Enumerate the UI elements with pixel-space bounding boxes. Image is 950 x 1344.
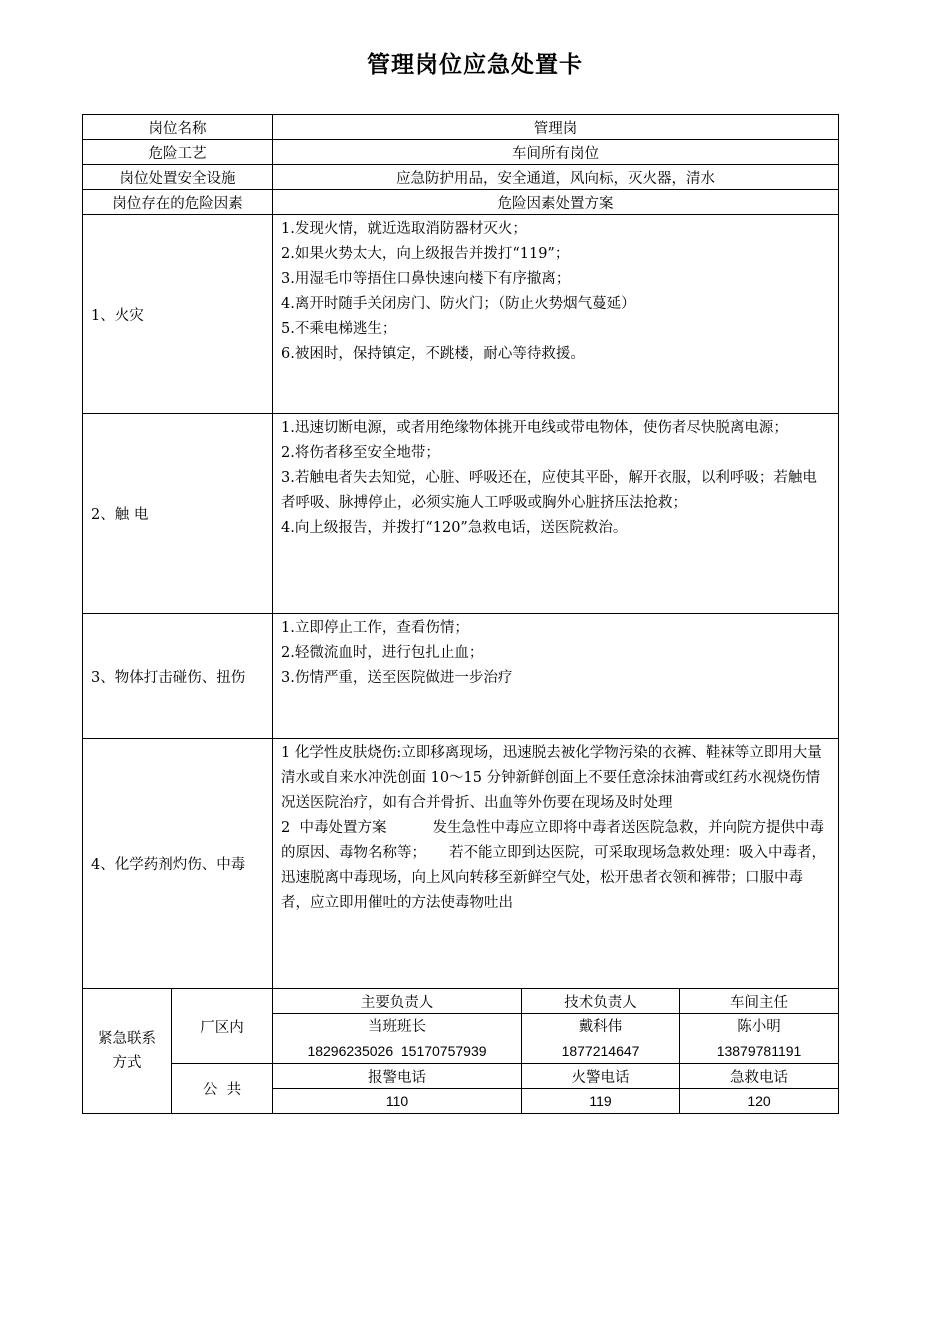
hazard-plan <box>273 414 839 614</box>
tech-person-name: 戴科伟 <box>578 1018 623 1035</box>
main-person-name: 当班班长 <box>368 1018 426 1035</box>
plan-step: 3.伤情严重，送至医院做进一步治疗 <box>281 670 513 686</box>
post-name-label: 岗位名称 <box>83 115 273 140</box>
row-hazard-header <box>83 190 839 215</box>
tech-person-header: 技术负责人 <box>522 989 680 1014</box>
plan-step: 4.向上级报告，并拨打“120”急救电话，送医院救治。 <box>281 520 628 536</box>
police-number: 110 <box>273 1089 522 1114</box>
fire-header: 火警电话 <box>522 1064 680 1089</box>
plan-step: 2.轻微流血时，进行包扎止血； <box>281 645 484 661</box>
hazard-row-fire <box>83 215 839 414</box>
facility-label: 岗位处置安全设施 <box>83 165 273 190</box>
contact-public-header-row <box>83 1064 839 1089</box>
hazard-row-impact <box>83 614 839 739</box>
hazard-name: 1、火灾 <box>83 215 273 414</box>
hazard-plan <box>273 215 839 414</box>
row-facility <box>83 165 839 190</box>
row-post-name <box>83 115 839 140</box>
main-person-header: 主要负责人 <box>273 989 522 1014</box>
hazard-name: 3、物体打击碰伤、扭伤 <box>83 614 273 739</box>
plan-step: 1.发现火情，就近选取消防器材灭火； <box>281 221 527 237</box>
main-person-cell <box>273 1014 522 1064</box>
plan-step: 3.用湿毛巾等捂住口鼻快速向楼下有序撤离； <box>281 271 571 287</box>
process-value: 车间所有岗位 <box>273 140 839 165</box>
plan-step: 2.如果火势太大，向上级报告并拨打“119”； <box>281 246 570 262</box>
hazard-plan <box>273 614 839 739</box>
hazard-row-electric <box>83 414 839 614</box>
plan-step: 3.若触电者失去知觉，心脏、呼吸还在，应使其平卧，解开衣服，以利呼吸；若触电者呼吸、脉搏停止，必须实施人工呼吸或胸外心脏挤压法抢救； <box>281 470 817 511</box>
public-label: 公 共 <box>172 1064 273 1114</box>
main-person-phone: 18296235026 15170757939 <box>307 1042 487 1059</box>
process-label: 危险工艺 <box>83 140 273 165</box>
plan-step: 6.被困时，保持镇定，不跳楼，耐心等待救援。 <box>281 346 585 362</box>
hazard-plan <box>273 739 839 989</box>
tech-person-cell <box>522 1014 680 1064</box>
workshop-person-name: 陈小明 <box>737 1018 781 1035</box>
ambulance-header: 急救电话 <box>680 1064 839 1089</box>
plan-header: 危险因素处置方案 <box>273 190 839 215</box>
plan-step: 1.立即停止工作，查看伤情； <box>281 620 469 636</box>
row-process <box>83 140 839 165</box>
facility-value: 应急防护用品，安全通道，风向标，灭火器，清水 <box>273 165 839 190</box>
plan-step: 2.将伤者移至安全地带； <box>281 445 440 461</box>
workshop-person-phone: 13879781191 <box>716 1042 802 1059</box>
workshop-person-header: 车间主任 <box>680 989 839 1014</box>
hazard-name: 2、触 电 <box>83 414 273 614</box>
ambulance-number: 120 <box>680 1089 839 1114</box>
tech-person-phone: 1877214647 <box>561 1042 640 1059</box>
hazard-name: 4、化学药剂灼伤、中毒 <box>83 739 273 989</box>
workshop-person-cell <box>680 1014 839 1064</box>
plan-step: 5.不乘电梯逃生； <box>281 321 397 337</box>
page-title: 管理岗位应急处置卡 <box>367 52 583 78</box>
plan-step: 2 中毒处置方案 发生急性中毒应立即将中毒者送医院急救，并向院方提供中毒的原因、毒物名称等； 若不能立即到达医院，可采取现场急救处理：吸入中毒者，迅速脱离中毒现场，向上风向转移至新鲜空气处，松开患者衣领和裤带；口服中毒者，应立即用催吐的方法使毒物吐出 <box>281 820 827 911</box>
hazard-row-chemical <box>83 739 839 989</box>
plan-step: 1 化学性皮肤烧伤:立即移离现场，迅速脱去被化学物污染的衣裤、鞋袜等立即用大量清水或自来水冲洗创面 10～15 分钟新鲜创面上不要任意涂抹油膏或红药水视烧伤情况送医院治疗，如有合并骨折、出血等外伤要在现场及时处理 <box>281 745 822 811</box>
contact-plant-header-row <box>83 989 839 1014</box>
plan-step: 1.迅速切断电源，或者用绝缘物体挑开电线或带电物体，使伤者尽快脱离电源； <box>281 420 788 436</box>
emergency-card-table <box>82 114 839 1114</box>
hazard-header: 岗位存在的危险因素 <box>83 190 273 215</box>
plant-label: 厂区内 <box>172 989 273 1064</box>
police-header: 报警电话 <box>273 1064 522 1089</box>
plan-step: 4.离开时随手关闭房门、防火门；（防止火势烟气蔓延） <box>281 296 636 312</box>
contact-label: 紧急联系方式 <box>83 989 172 1114</box>
post-name-value: 管理岗 <box>273 115 839 140</box>
fire-number: 119 <box>522 1089 680 1114</box>
